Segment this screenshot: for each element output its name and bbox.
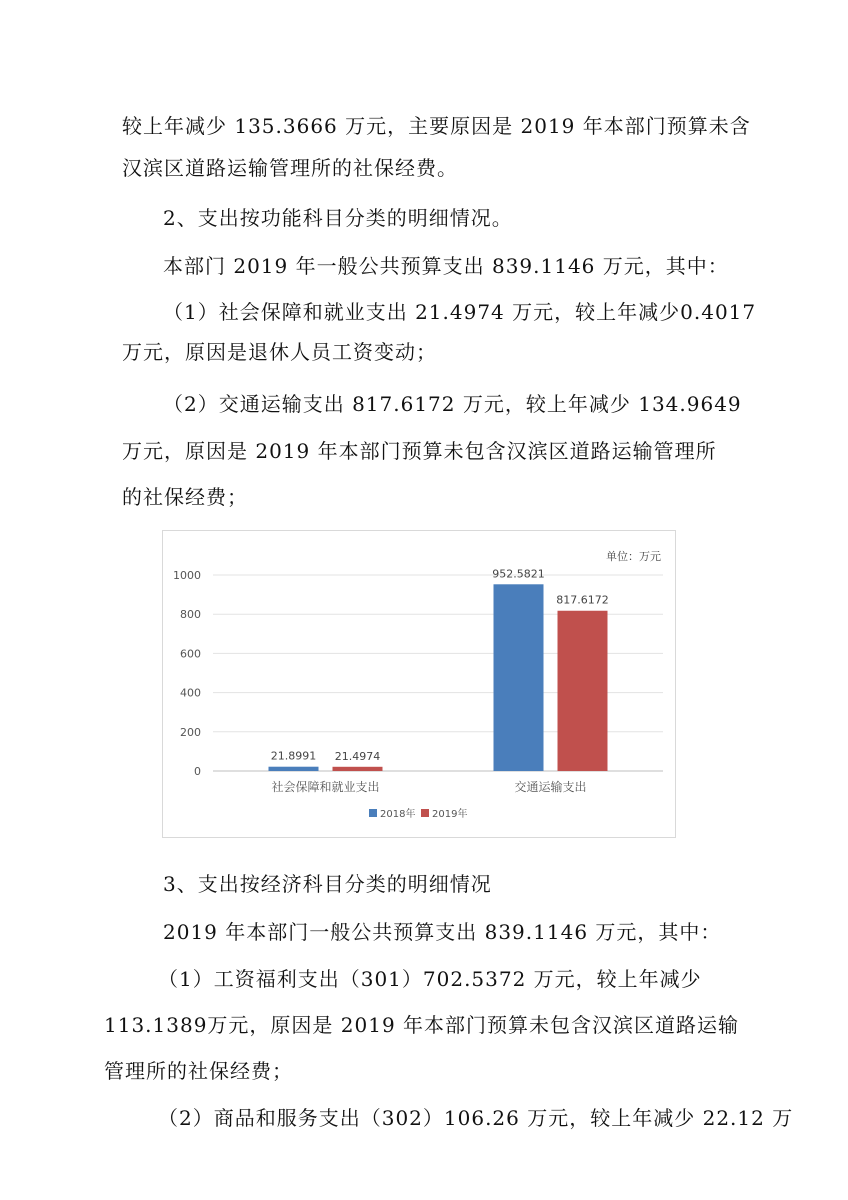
- bar-2018: [494, 584, 544, 771]
- y-tick-label: 600: [180, 647, 201, 661]
- paragraph-line: 管理所的社保经费；: [104, 1059, 293, 1083]
- section-heading: 2、支出按功能科目分类的明细情况。: [163, 206, 513, 230]
- paragraph-line: （2）商品和服务支出（302）106.26 万元，较上年减少 22.12 万: [158, 1106, 794, 1130]
- paragraph-line: （2）交通运输支出 817.6172 万元，较上年减少 134.9649: [163, 392, 742, 416]
- paragraph-line: 万元，原因是 2019 年本部门预算未包含汉滨区道路运输管理所: [122, 439, 717, 463]
- y-tick-label: 400: [180, 686, 201, 700]
- legend-swatch: [369, 809, 377, 817]
- paragraph-line: 汉滨区道路运输管理所的社保经费。: [122, 156, 458, 180]
- y-tick-label: 0: [194, 765, 201, 778]
- paragraph-line: （1）工资福利支出（301）702.5372 万元，较上年减少: [158, 967, 702, 991]
- section-heading: 3、支出按经济科目分类的明细情况: [163, 872, 492, 896]
- bar-2018: [269, 767, 319, 771]
- y-tick-label: 1000: [173, 569, 201, 582]
- data-label: 21.8991: [270, 749, 317, 763]
- bar-chart: [162, 530, 676, 838]
- y-tick-label: 800: [180, 608, 201, 622]
- paragraph-line: 113.1389万元，原因是 2019 年本部门预算未包含汉滨区道路运输: [104, 1013, 740, 1037]
- data-label: 817.6172: [556, 593, 609, 607]
- legend-swatch: [421, 809, 429, 817]
- bar-2019: [558, 611, 608, 771]
- data-label: 21.4974: [334, 749, 381, 763]
- paragraph-line: 2019 年本部门一般公共预算支出 839.1146 万元，其中：: [163, 920, 722, 944]
- paragraph-line: 本部门 2019 年一般公共预算支出 839.1146 万元，其中：: [163, 254, 729, 278]
- bar-2019: [333, 767, 383, 771]
- legend-label: 2018年: [380, 809, 416, 820]
- unit-label: 单位：万元: [606, 550, 661, 563]
- paragraph-line: 的社保经费；: [122, 485, 248, 509]
- paragraph-line: 万元，原因是退休人员工资变动；: [122, 340, 437, 364]
- paragraph-line: 较上年减少 135.3666 万元，主要原因是 2019 年本部门预算未含: [122, 114, 751, 138]
- paragraph-line: （1）社会保障和就业支出 21.4974 万元，较上年减少0.4017: [163, 300, 757, 324]
- x-tick-label: 社会保障和就业支出: [271, 780, 380, 794]
- legend-label: 2019年: [432, 809, 468, 820]
- y-tick-label: 200: [180, 725, 201, 739]
- bar-chart-svg: [163, 531, 675, 837]
- x-tick-label: 交通运输支出: [514, 780, 587, 794]
- data-label: 952.5821: [492, 567, 545, 581]
